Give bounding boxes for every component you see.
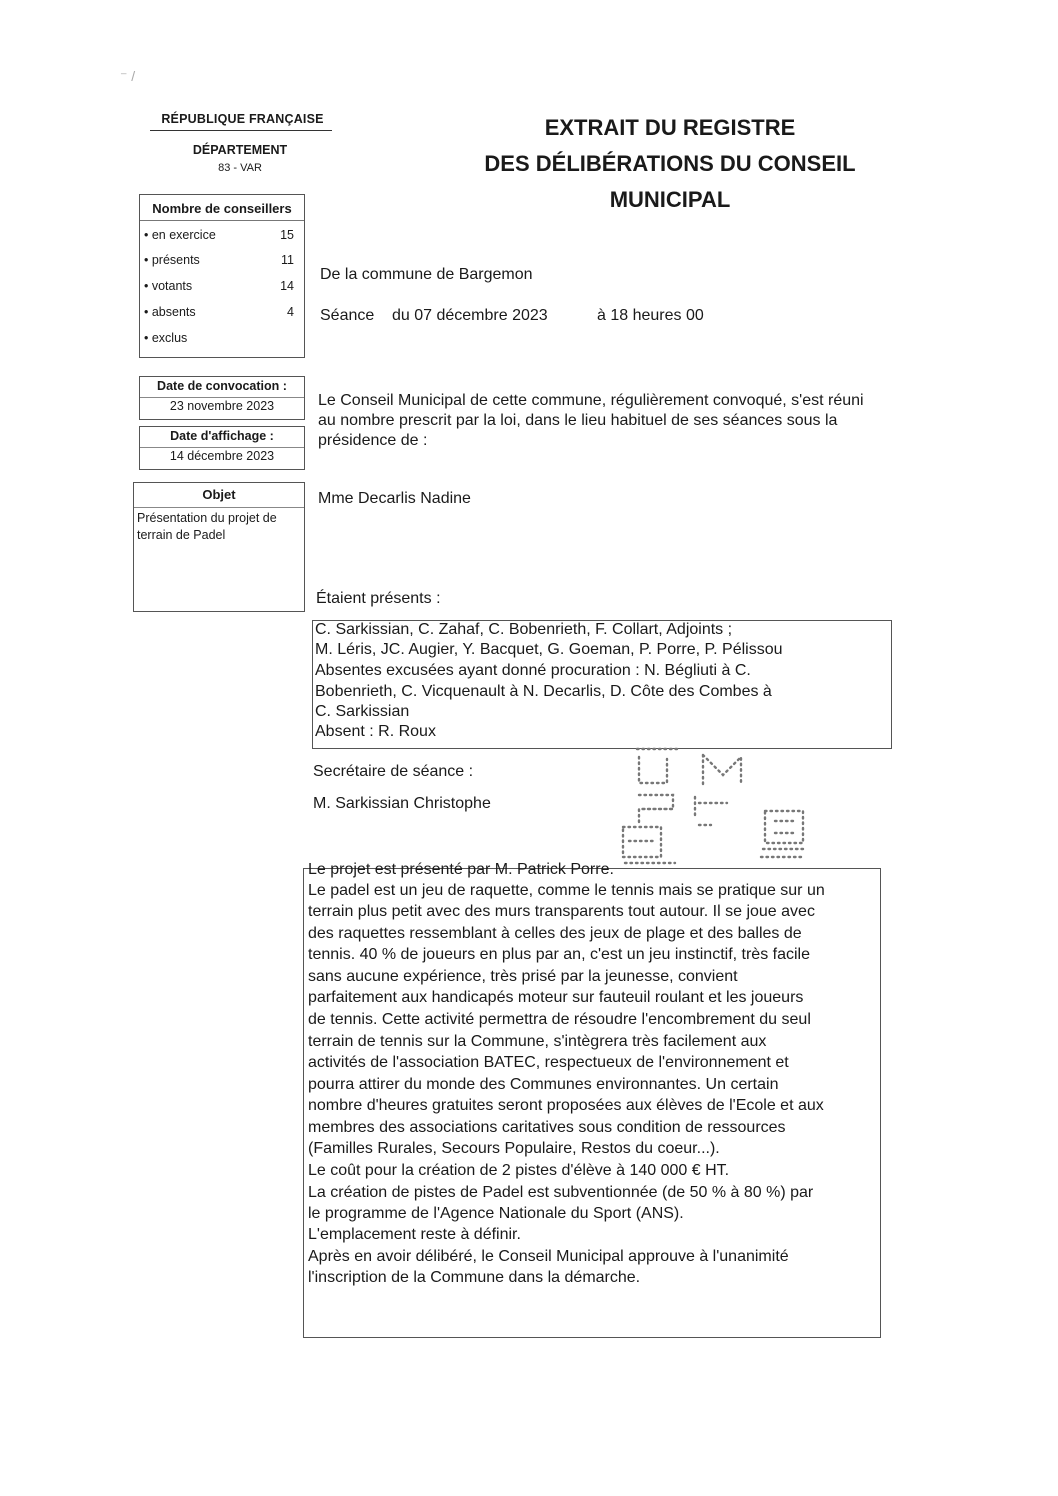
- presents-label: Étaient présents :: [316, 590, 441, 607]
- row-label: • absents: [144, 305, 196, 319]
- dotted-stamp: [615, 745, 810, 870]
- body-line: Le projet est présenté par M. Patrick Porre.: [308, 861, 614, 878]
- affichage-date: 14 décembre 2023: [169, 449, 275, 463]
- object-line: terrain de Padel: [137, 528, 226, 542]
- seance-time: à 18 heures 00: [597, 307, 704, 324]
- object-box: [133, 482, 305, 612]
- department-value: 83 - VAR: [218, 162, 262, 174]
- body-line: le programme de l'Agence Nationale du Sport (ANS).: [308, 1205, 684, 1222]
- body-line: tennis. 40 % de joueurs en plus par an, c'est un jeu instinctif, très facile: [308, 946, 810, 963]
- affichage-box: [139, 426, 305, 470]
- body-line: La création de pistes de Padel est subventionnée (de 50 % à 80 %) par: [308, 1184, 814, 1201]
- divider: [150, 130, 332, 131]
- convocation-label: Date de convocation :: [157, 379, 287, 393]
- divider: [140, 220, 304, 221]
- object-text: [137, 510, 303, 544]
- row-value: 4: [287, 305, 294, 319]
- divider: [134, 507, 304, 508]
- councillors-box: [139, 194, 305, 358]
- body-line: l'inscription de la Commune dans la démarche.: [308, 1269, 641, 1286]
- divider: [140, 397, 304, 398]
- presents-line: M. Léris, JC. Augier, Y. Bacquet, G. Goeman, P. Porre, P. Pélissou: [315, 641, 783, 658]
- presents-box: [312, 620, 892, 749]
- body-line: sans aucune expérience, très prisé par la jeunesse, convient: [308, 968, 738, 985]
- body-line: Le coût pour la création de 2 pistes d'élève à 140 000 € HT.: [308, 1162, 730, 1179]
- body-line: de tennis. Cette activité permettra de résoudre l'encombrement du seul: [308, 1011, 811, 1028]
- object-label: Objet: [202, 487, 236, 502]
- presents-line: Bobenrieth, C. Vicquenault à N. Decarlis, D. Côte des Combes à: [315, 683, 772, 700]
- presents-line: Absent : R. Roux: [315, 723, 436, 740]
- councillors-heading: Nombre de conseillers: [152, 201, 292, 216]
- president-name: Mme Decarlis Nadine: [318, 490, 471, 507]
- seance-label: Séance: [320, 307, 375, 324]
- commune-text: De la commune de Bargemon: [320, 266, 533, 283]
- row-value: 15: [280, 228, 294, 242]
- title-line: DES DÉLIBÉRATIONS DU CONSEIL: [484, 151, 856, 176]
- body-line: pourra attirer du monde des Communes environnantes. Un certain: [308, 1076, 779, 1093]
- row-label: • exclus: [144, 331, 188, 345]
- row-label: • présents: [144, 253, 200, 267]
- body-line: terrain de tennis sur la Commune, s'intègrera très facilement aux: [308, 1033, 767, 1050]
- row-label: • votants: [144, 279, 193, 293]
- body-line: activités de l'association BATEC, respectueux de l'environnement et: [308, 1054, 789, 1071]
- deliberation-box: [303, 861, 881, 1338]
- convocation-date: 23 novembre 2023: [169, 399, 275, 413]
- scan-mark: ⁻ /: [120, 68, 136, 84]
- body-line: terrain plus petit avec des murs transparents tout autour. Il se joue avec: [308, 903, 815, 920]
- presents-line: Absentes excusées ayant donné procuration : N. Bégliuti à C.: [315, 662, 751, 679]
- body-line: parfaitement aux handicapés moteur sur fauteuil roulant et les joueurs: [308, 989, 804, 1006]
- intro-paragraph: Le Conseil Municipal de cette commune, régulièrement convoqué, s'est réuni au nombre prescrit par la loi, dans le lieu habituel de ses séances sous la présidence de :: [318, 392, 864, 449]
- body-line: L'emplacement reste à définir.: [308, 1226, 521, 1243]
- title-line: MUNICIPAL: [609, 187, 731, 212]
- body-line: membres des associations caritatives sous condition de ressources: [308, 1119, 786, 1136]
- body-line: (Familles Rurales, Secours Populaire, Restos du coeur...).: [308, 1140, 720, 1157]
- row-value: 11: [281, 253, 294, 267]
- secretary-name: M. Sarkissian Christophe: [313, 795, 491, 812]
- presents-line: C. Sarkissian, C. Zahaf, C. Bobenrieth, F. Collart, Adjoints ;: [315, 621, 733, 638]
- republic-label: RÉPUBLIQUE FRANÇAISE: [161, 112, 324, 126]
- title-line: EXTRAIT DU REGISTRE: [544, 115, 796, 140]
- object-line: Présentation du projet de: [137, 511, 277, 525]
- department-label: DÉPARTEMENT: [192, 143, 288, 157]
- body-line: nombre d'heures gratuites seront proposées aux élèves de l'Ecole et aux: [308, 1097, 824, 1114]
- seance-date: du 07 décembre 2023: [392, 307, 548, 324]
- secretary-label: Secrétaire de séance :: [313, 763, 474, 780]
- row-label: • en exercice: [144, 228, 216, 242]
- body-line: des raquettes ressemblant à celles des jeux de plage et des balles de: [308, 925, 802, 942]
- convocation-box: [139, 376, 305, 420]
- presents-line: C. Sarkissian: [315, 703, 410, 720]
- divider: [140, 447, 304, 448]
- body-line: Le padel est un jeu de raquette, comme le tennis mais se pratique sur un: [308, 882, 825, 899]
- body-line: Après en avoir délibéré, le Conseil Municipal approuve à l'unanimité: [308, 1248, 789, 1265]
- document-title: [380, 110, 960, 218]
- affichage-label: Date d'affichage :: [170, 429, 274, 443]
- row-value: 14: [280, 279, 294, 293]
